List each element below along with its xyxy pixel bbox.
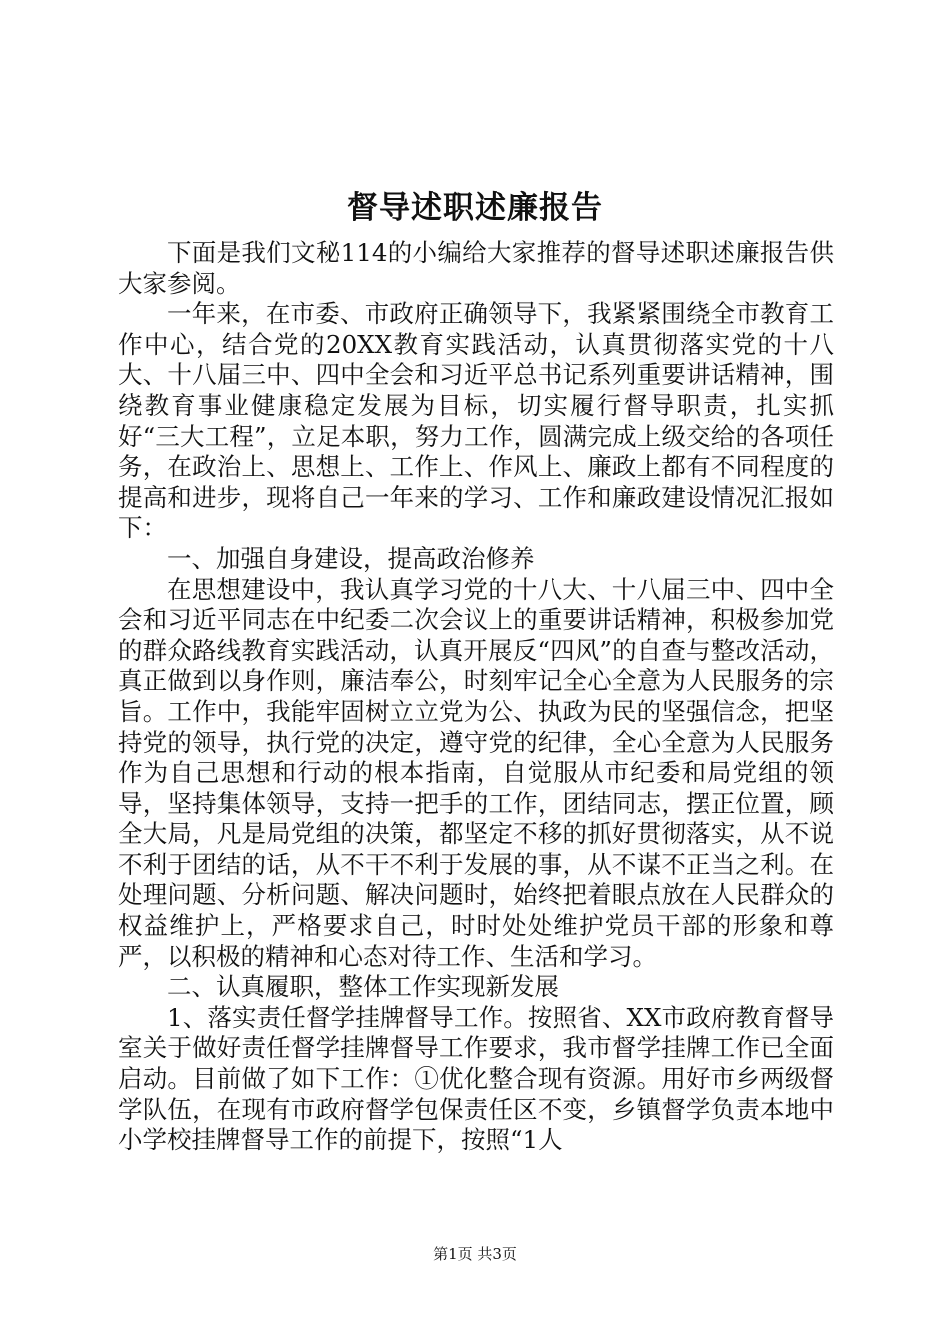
- section-heading-1: 一、加强自身建设，提高政治修养: [167, 543, 535, 573]
- paragraph-summary: 一年来，在市委、市政府正确领导下，我紧紧围绕全市教育工作中心，结合党的20XX教育实践活动，认真贯彻落实党的十八大、十八届三中、四中全会和习近平总书记系列重要讲话精神，围绕教育事业健康稳定发展为目标，切实履行督导职责，扎实抓好“三大工程”，立足本职，努力工作，圆满完成上级交给的各项任务，在政治上、思想上、工作上、作风上、廉政上都有不同程度的提高和进步，现将自己一年来的学习、工作和廉政建设情况汇报如下：: [118, 299, 834, 543]
- section-heading-2: 二、认真履职，整体工作实现新发展: [167, 972, 559, 1002]
- paragraph-intro: 下面是我们文秘114的小编给大家推荐的督导述职述廉报告供大家参阅。: [118, 238, 834, 298]
- document-body: [118, 238, 834, 1156]
- paragraph-section-1: 在思想建设中，我认真学习党的十八大、十八届三中、四中全会和习近平同志在中纪委二次会议上的重要讲话精神，积极参加党的群众路线教育实践活动，认真开展反“四风”的自查与整改活动，真正做到以身作则，廉洁奉公，时刻牢记全心全意为人民服务的宗旨。工作中，我能牢固树立立党为公、执政为民的坚强信念，把坚持党的领导，执行党的决定，遵守党的纪律，全心全意为人民服务作为自己思想和行动的根本指南，自觉服从市纪委和局党组的领导，坚持集体领导，支持一把手的工作，团结同志，摆正位置，顾全大局，凡是局党组的决策，都坚定不移的抓好贯彻落实，从不说不利于团结的话，从不干不利于发展的事，从不谋不正当之利。在处理问题、分析问题、解决问题时，始终把着眼点放在人民群众的权益维护上，严格要求自己，时时处处维护党员干部的形象和尊严，以积极的精神和心态对待工作、生活和学习。: [118, 574, 834, 971]
- document-title: 督导述职述廉报告: [347, 190, 603, 226]
- page-footer: 第1页 共3页: [433, 1245, 517, 1263]
- paragraph-section-2: 1、落实责任督学挂牌督导工作。按照省、XX市政府教育督导室关于做好责任督学挂牌督导工作要求，我市督学挂牌工作已全面启动。目前做了如下工作：①优化整合现有资源。用好市乡两级督学队伍，在现有市政府督学包保责任区不变，乡镇督学负责本地中小学校挂牌督导工作的前提下，按照“1人: [118, 1002, 834, 1155]
